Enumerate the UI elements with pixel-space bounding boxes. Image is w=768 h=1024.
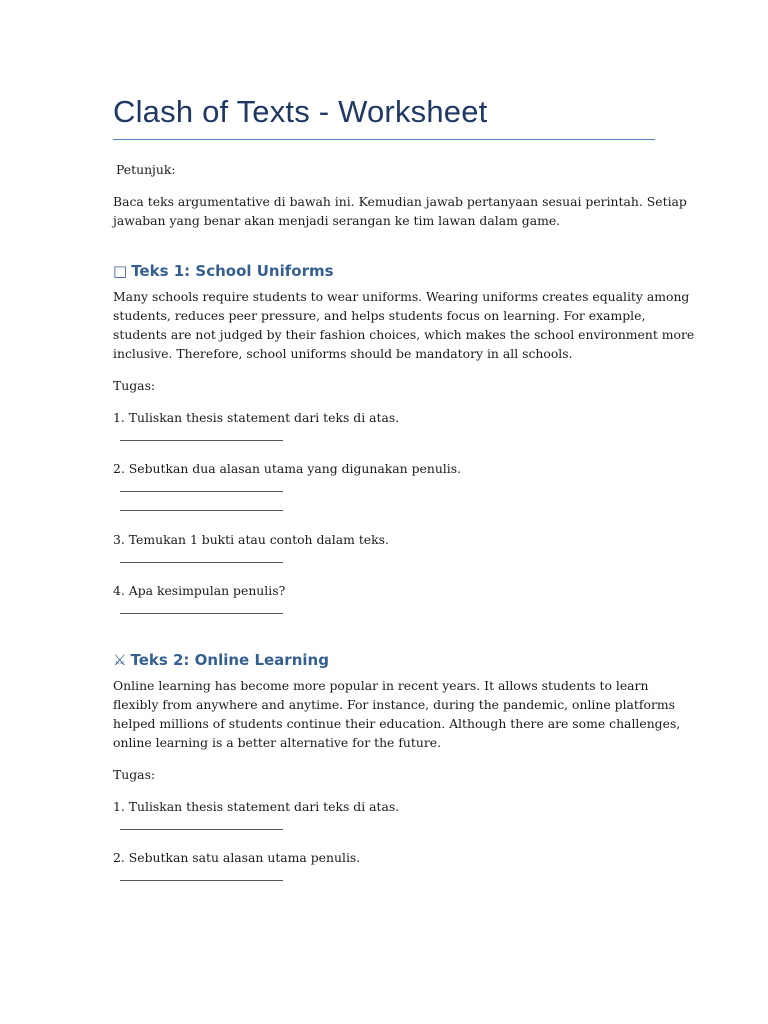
text1-question-4: 4. Apa kesimpulan penulis? <box>113 583 286 598</box>
crossed-swords-icon: ⚔ <box>113 651 127 669</box>
page-title: Clash of Texts - Worksheet <box>113 94 488 129</box>
answer-blank[interactable] <box>120 491 283 492</box>
text2-body-line-1: Online learning has become more popular in recent years. It allows students to learn <box>113 678 649 693</box>
text1-body-line-2: students, reduces peer pressure, and helps students focus on learning. For example, <box>113 308 646 323</box>
text1-question-1: 1. Tuliskan thesis statement dari teks di atas. <box>113 410 400 425</box>
text1-body-line-4: inclusive. Therefore, school uniforms should be mandatory in all schools. <box>113 346 573 361</box>
text2-question-1: 1. Tuliskan thesis statement dari teks di atas. <box>113 799 400 814</box>
text2-heading-label: Teks 2: Online Learning <box>130 651 329 669</box>
instructions-line-1: Baca teks argumentative di bawah ini. Kemudian jawab pertanyaan sesuai perintah. Setiap <box>113 194 687 209</box>
instructions-line-2: jawaban yang benar akan menjadi serangan ke tim lawan dalam game. <box>113 213 561 228</box>
answer-blank[interactable] <box>120 440 283 441</box>
text1-question-2: 2. Sebutkan dua alasan utama yang digunakan penulis. <box>113 461 462 476</box>
instructions-label: Petunjuk: <box>116 162 176 177</box>
text2-task-label: Tugas: <box>113 767 156 782</box>
answer-blank[interactable] <box>120 562 283 563</box>
title-underline <box>113 139 655 140</box>
answer-blank[interactable] <box>120 510 283 511</box>
answer-blank[interactable] <box>120 613 283 614</box>
text1-body-line-1: Many schools require students to wear uniforms. Wearing uniforms creates equality among <box>113 289 690 304</box>
text2-question-2: 2. Sebutkan satu alasan utama penulis. <box>113 850 361 865</box>
missing-glyph-icon: □ <box>113 262 128 280</box>
text2-body-line-4: online learning is a better alternative for the future. <box>113 735 442 750</box>
text2-body-line-2: flexibly from anywhere and anytime. For instance, during the pandemic, online platforms <box>113 697 675 712</box>
text2-body-line-3: helped millions of students continue their education. Although there are some challenges, <box>113 716 681 731</box>
answer-blank[interactable] <box>120 829 283 830</box>
text1-body-line-3: students are not judged by their fashion choices, which makes the school environment more <box>113 327 695 342</box>
text1-question-3: 3. Temukan 1 bukti atau contoh dalam teks. <box>113 532 389 547</box>
answer-blank[interactable] <box>120 880 283 881</box>
text1-heading-label: Teks 1: School Uniforms <box>131 262 334 280</box>
text2-heading <box>113 651 329 669</box>
text1-heading <box>113 262 334 280</box>
text1-task-label: Tugas: <box>113 378 156 393</box>
